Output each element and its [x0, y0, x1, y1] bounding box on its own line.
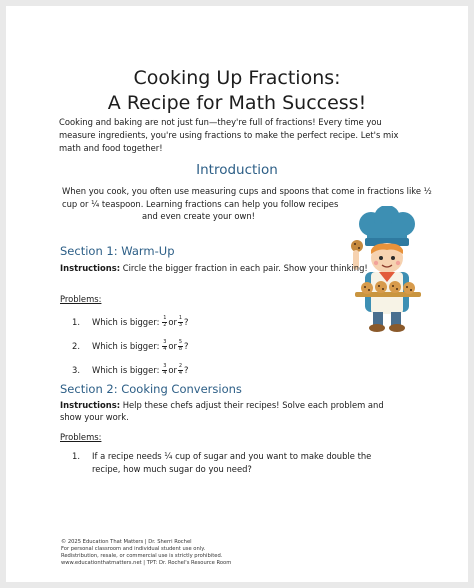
section-1-instructions — [60, 262, 400, 274]
section-1-heading: Section 1: Warm-Up — [60, 244, 175, 258]
question-number: 1. — [72, 317, 80, 327]
or-text: or — [168, 365, 177, 375]
section-2-instructions — [60, 399, 400, 423]
question-text: If a recipe needs ¼ cup of sugar and you want to make double the recipe, how much sugar do you need? — [92, 451, 372, 474]
introduction-line-3: and even create your own! — [142, 211, 256, 221]
footer-line-2: For personal classroom and individual student use only. — [61, 546, 206, 552]
title-line-1: Cooking Up Fractions: — [133, 67, 341, 89]
question-number: 3. — [72, 365, 80, 375]
or-text: or — [168, 317, 177, 327]
question-number: 2. — [72, 341, 80, 351]
instructions-label: Instructions: — [60, 263, 121, 273]
worksheet-page — [6, 6, 468, 582]
question-1: 1. Which is bigger: $\frac{1}{2}$ or $\frac{1}{3}$ ? — [72, 315, 189, 328]
section-2-heading: Section 2: Cooking Conversions — [60, 382, 242, 396]
instructions-text: Help these chefs adjust their recipes! Solve each problem and show your work. — [60, 400, 384, 422]
conversion-question-1 — [72, 450, 402, 476]
question-text: Which is bigger: — [92, 365, 160, 375]
instructions-text: Circle the bigger fraction in each pair. Show your thinking! — [120, 263, 368, 273]
footer-line-4: www.educationthatmatters.net | TPT: Dr. Rochel's Resource Room — [61, 560, 232, 566]
intro-paragraph: Cooking and baking are not just fun—they're full of fractions! Every time you measure ingredients, you're using fractions to make the perfect recipe. Let's mix math and food together! — [59, 117, 399, 153]
question-2: 2. Which is bigger: $\frac{3}{4}$ or $\frac{5}{8}$ ? — [72, 339, 189, 352]
section-2-problems-label: Problems: — [60, 432, 102, 442]
footer-line-3: Redistribution, resale, or commercial use is strictly prohibited. — [61, 553, 223, 559]
or-text: or — [168, 341, 177, 351]
question-3: 3. Which is bigger: $\frac{3}{4}$ or $\frac{2}{4}$ ? — [72, 363, 189, 376]
question-text: Which is bigger: — [92, 317, 160, 327]
introduction-heading: Introduction — [196, 162, 278, 178]
question-text: Which is bigger: — [92, 341, 160, 351]
instructions-label: Instructions: — [60, 400, 121, 410]
copyright-footer — [61, 539, 361, 567]
fraction-b: $\frac{2}{4}$ — [178, 363, 183, 376]
introduction-line-1: When you cook, you often use measuring cups and spoons that come in fractions like ½ — [62, 186, 432, 196]
fraction-b: $\frac{5}{8}$ — [178, 339, 183, 352]
fraction-a: $\frac{3}{4}$ — [163, 339, 167, 352]
section-1-problems-label: Problems: — [60, 294, 102, 304]
title-line-2: A Recipe for Math Success! — [107, 92, 367, 114]
fraction-a: $\frac{1}{2}$ — [163, 315, 167, 328]
fraction-a: $\frac{3}{4}$ — [163, 363, 167, 376]
introduction-line-2: cup or ¼ teaspoon. Learning fractions can help you follow recipes — [62, 198, 339, 209]
fraction-b: $\frac{1}{3}$ — [178, 315, 183, 328]
question-number: 1. — [72, 451, 80, 461]
footer-line-1: © 2025 Education That Matters | Dr. Sherri Rochel — [61, 539, 192, 545]
